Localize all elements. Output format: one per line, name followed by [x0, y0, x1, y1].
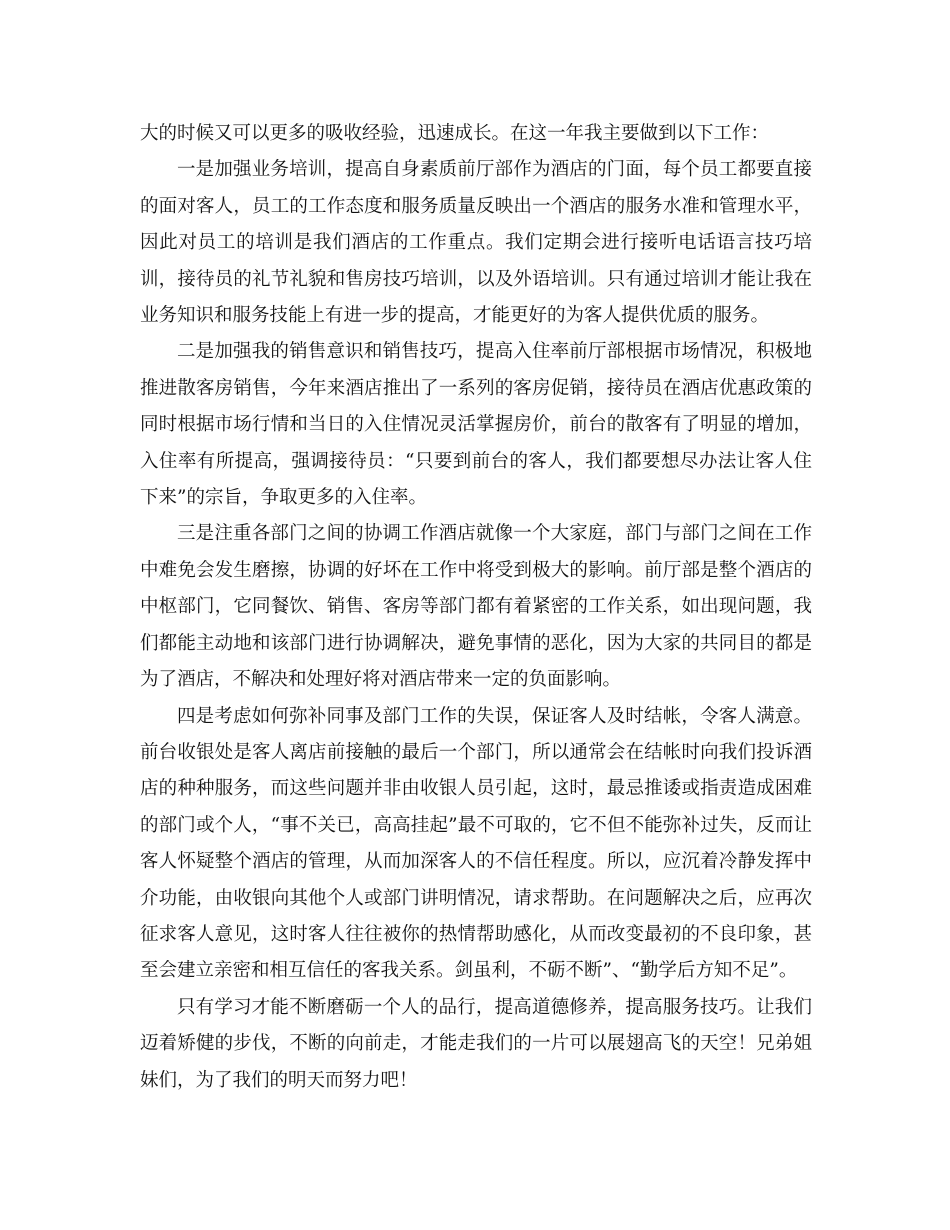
paragraph-guest-satisfaction: 四是考虑如何弥补同事及部门工作的失误，保证客人及时结帐，令客人满意。前台收银处是客人离店前接触的最后一个部门，所以通常会在结帐时向我们投诉酒店的种种服务，而这些问题并非由收银人员引起，这时，最忌推诿或指责造成困难的部门或个人，“事不关已，高高挂起”最不可取的，它不但不能弥补过失，反而让客人怀疑整个酒店的管理，从而加深客人的不信任程度。所以，应沉着冷静发挥中介功能，由收银向其他个人或部门讲明情况，请求帮助。在问题解决之后，应再次征求客人意见，这时客人往往被你的热情帮助感化，从而改变最初的不良印象，甚至会建立亲密和相互信任的客我关系。剑虽利，不砺不断”、“勤学后方知不足”。	[140, 705, 812, 982]
paragraph-department-coordination: 三是注重各部门之间的协调工作酒店就像一个大家庭，部门与部门之间在工作中难免会发生磨擦，协调的好坏在工作中将受到极大的影响。前厅部是整个酒店的中枢部门，它同餐饮、销售、客房等部门都有着紧密的工作关系，如出现问题，我们都能主动地和该部门进行协调解决，避免事情的恶化，因为大家的共同目的都是为了酒店，不解决和处理好将对酒店带来一定的负面影响。	[140, 523, 812, 691]
paragraph-closing: 只有学习才能不断磨砺一个人的品行，提高道德修养，提高服务技巧。让我们迈着矫健的步伐，不断的向前走，才能走我们的一片可以展翅高飞的天空！兄弟姐妹们，为了我们的明天而努力吧！	[140, 996, 812, 1091]
document-body	[140, 116, 812, 1099]
paragraph-intro-continuation: 大的时候又可以更多的吸收经验，迅速成长。在这一年我主要做到以下工作：	[140, 123, 770, 144]
paragraph-business-training: 一是加强业务培训，提高自身素质前厅部作为酒店的门面，每个员工都要直接的面对客人，员工的工作态度和服务质量反映出一个酒店的服务水准和管理水平，因此对员工的培训是我们酒店的工作重点。我们定期会进行接听电话语言技巧培训，接待员的礼节礼貌和售房技巧培训，以及外语培训。只有通过培训才能让我在业务知识和服务技能上有进一步的提高，才能更好的为客人提供优质的服务。	[140, 159, 812, 327]
paragraph-sales-skills: 二是加强我的销售意识和销售技巧，提高入住率前厅部根据市场情况，积极地推进散客房销售，今年来酒店推出了一系列的客房促销，接待员在酒店优惠政策的同时根据市场行情和当日的入住情况灵活掌握房价，前台的散客有了明显的增加，入住率有所提高，强调接待员：“只要到前台的客人，我们都要想尽办法让客人住下来”的宗旨，争取更多的入住率。	[140, 341, 812, 509]
